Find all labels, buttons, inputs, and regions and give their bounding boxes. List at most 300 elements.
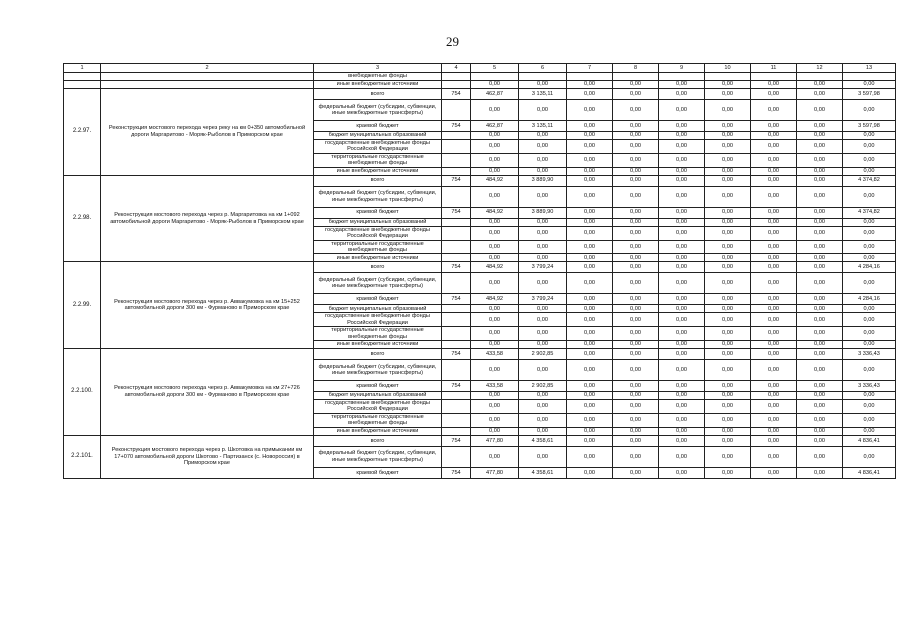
value-cell: 0,00 [471,341,519,349]
value-cell: 0,00 [613,207,659,218]
value-cell [751,73,797,81]
value-cell: 0,00 [567,100,613,121]
header-cell: 12 [797,64,843,73]
value-cell: 0,00 [613,81,659,89]
funding-source-cell: краевой бюджет [314,294,442,305]
value-cell: 0,00 [751,240,797,254]
value-cell: 0,00 [705,207,751,218]
value-cell: 0,00 [471,153,519,167]
value-cell: 0,00 [613,294,659,305]
value-cell: 0,00 [613,349,659,360]
value-cell: 0,00 [705,349,751,360]
value-cell: 0,00 [567,262,613,273]
value-cell: 0,00 [797,132,843,140]
value-cell: 0,00 [751,207,797,218]
value-cell: 0,00 [613,446,659,467]
value-cell: 0,00 [471,427,519,435]
code-cell: 754 [442,207,471,218]
value-cell: 0,00 [751,294,797,305]
value-cell: 0,00 [567,81,613,89]
value-cell: 0,00 [705,186,751,207]
value-cell [471,73,519,81]
value-cell: 0,00 [613,413,659,427]
value-cell: 0,00 [567,341,613,349]
value-cell: 4 836,41 [843,467,896,478]
value-cell: 0,00 [567,226,613,240]
value-cell: 0,00 [659,392,705,400]
value-cell: 0,00 [843,140,896,154]
value-cell: 0,00 [705,240,751,254]
funding-source-cell: иные внебюджетные источники [314,81,442,89]
code-cell: 754 [442,435,471,446]
value-cell: 0,00 [659,89,705,100]
value-cell: 0,00 [751,427,797,435]
value-cell: 0,00 [659,207,705,218]
value-cell: 0,00 [751,313,797,327]
value-cell: 3 135,11 [519,89,567,100]
value-cell: 0,00 [751,121,797,132]
value-cell: 0,00 [659,132,705,140]
value-cell: 4 284,16 [843,294,896,305]
table-row [64,175,896,186]
value-cell: 0,00 [567,349,613,360]
value-cell: 0,00 [751,262,797,273]
value-cell: 0,00 [659,167,705,175]
value-cell: 0,00 [705,132,751,140]
value-cell: 0,00 [519,305,567,313]
value-cell: 0,00 [797,121,843,132]
value-cell: 462,87 [471,121,519,132]
value-cell: 0,00 [797,153,843,167]
value-cell: 0,00 [567,140,613,154]
table-row [64,81,896,89]
value-cell: 0,00 [797,140,843,154]
value-cell: 0,00 [567,381,613,392]
value-cell: 0,00 [659,81,705,89]
value-cell: 0,00 [613,262,659,273]
value-cell: 4 374,82 [843,175,896,186]
value-cell: 0,00 [519,226,567,240]
value-cell: 3 336,43 [843,349,896,360]
funding-source-cell: бюджет муниципальных образований [314,218,442,226]
value-cell: 0,00 [567,360,613,381]
funding-source-cell: всего [314,262,442,273]
value-cell: 0,00 [471,218,519,226]
code-cell: 754 [442,381,471,392]
value-cell: 0,00 [471,240,519,254]
value-cell: 0,00 [567,132,613,140]
row-number-cell: 2.2.97. [64,89,101,176]
value-cell: 0,00 [659,435,705,446]
value-cell: 0,00 [519,392,567,400]
code-cell [442,132,471,140]
value-cell: 0,00 [797,427,843,435]
value-cell: 0,00 [659,240,705,254]
value-cell: 0,00 [659,305,705,313]
value-cell: 0,00 [613,167,659,175]
header-cell: 9 [659,64,705,73]
value-cell: 0,00 [519,186,567,207]
value-cell: 0,00 [567,392,613,400]
value-cell: 0,00 [471,413,519,427]
value-cell: 0,00 [705,218,751,226]
value-cell: 0,00 [567,400,613,414]
value-cell: 0,00 [797,100,843,121]
value-cell: 0,00 [519,167,567,175]
value-cell: 0,00 [797,167,843,175]
project-name-cell [101,73,314,81]
funding-source-cell: краевой бюджет [314,121,442,132]
code-cell [442,327,471,341]
value-cell: 0,00 [471,360,519,381]
value-cell [797,73,843,81]
value-cell: 0,00 [471,132,519,140]
value-cell: 0,00 [843,305,896,313]
value-cell: 0,00 [567,435,613,446]
value-cell: 0,00 [797,400,843,414]
value-cell: 0,00 [567,294,613,305]
value-cell: 0,00 [705,226,751,240]
funding-source-cell: всего [314,349,442,360]
value-cell: 0,00 [613,100,659,121]
value-cell: 0,00 [471,313,519,327]
value-cell: 0,00 [797,254,843,262]
value-cell: 0,00 [613,392,659,400]
code-cell: 754 [442,89,471,100]
value-cell: 0,00 [659,294,705,305]
funding-source-cell: всего [314,89,442,100]
value-cell: 0,00 [751,89,797,100]
value-cell: 0,00 [797,240,843,254]
value-cell: 0,00 [519,240,567,254]
funding-source-cell: территориальные государственные внебюджетные фонды [314,413,442,427]
value-cell: 0,00 [843,392,896,400]
value-cell: 0,00 [705,262,751,273]
value-cell: 0,00 [705,467,751,478]
value-cell: 484,92 [471,207,519,218]
value-cell: 0,00 [843,327,896,341]
code-cell [442,226,471,240]
value-cell: 0,00 [705,153,751,167]
value-cell: 0,00 [751,218,797,226]
value-cell: 0,00 [751,305,797,313]
value-cell: 3 799,24 [519,262,567,273]
value-cell: 0,00 [797,226,843,240]
value-cell: 0,00 [797,360,843,381]
value-cell: 0,00 [471,392,519,400]
header-cell: 3 [314,64,442,73]
value-cell [843,73,896,81]
value-cell: 0,00 [659,349,705,360]
value-cell: 0,00 [567,413,613,427]
code-cell [442,273,471,294]
value-cell: 0,00 [843,341,896,349]
value-cell: 0,00 [567,167,613,175]
value-cell: 2 902,85 [519,349,567,360]
value-cell: 0,00 [797,207,843,218]
value-cell: 0,00 [797,313,843,327]
value-cell: 3 889,90 [519,207,567,218]
row-number-cell [64,73,101,81]
table-row [64,435,896,446]
value-cell: 0,00 [797,327,843,341]
value-cell: 0,00 [519,313,567,327]
value-cell: 0,00 [519,446,567,467]
value-cell: 0,00 [751,392,797,400]
funding-source-cell: всего [314,175,442,186]
value-cell: 0,00 [659,226,705,240]
value-cell: 0,00 [659,413,705,427]
value-cell: 462,87 [471,89,519,100]
value-cell: 0,00 [519,413,567,427]
row-number-cell: 2.2.101. [64,435,101,478]
value-cell: 0,00 [613,132,659,140]
value-cell: 0,00 [751,175,797,186]
value-cell: 0,00 [471,446,519,467]
funding-source-cell: государственные внебюджетные фонды Российской Федерации [314,226,442,240]
code-cell [442,140,471,154]
value-cell [705,73,751,81]
code-cell [442,313,471,327]
value-cell: 0,00 [519,153,567,167]
value-cell: 0,00 [751,186,797,207]
value-cell: 0,00 [705,435,751,446]
header-cell: 13 [843,64,896,73]
value-cell: 0,00 [519,327,567,341]
value-cell: 0,00 [751,167,797,175]
funding-source-cell: федеральный бюджет (субсидии, субвенции, иные межбюджетные трансферты) [314,360,442,381]
code-cell [442,240,471,254]
value-cell: 0,00 [843,132,896,140]
value-cell: 433,58 [471,381,519,392]
value-cell: 0,00 [613,186,659,207]
row-number-cell: 2.2.100. [64,349,101,436]
row-number-cell: 2.2.99. [64,262,101,349]
value-cell: 0,00 [705,140,751,154]
value-cell: 4 836,41 [843,435,896,446]
value-cell: 0,00 [751,140,797,154]
value-cell [659,73,705,81]
value-cell: 0,00 [797,305,843,313]
value-cell: 0,00 [843,218,896,226]
value-cell: 0,00 [843,413,896,427]
code-cell [442,413,471,427]
code-cell [442,100,471,121]
funding-source-cell: государственные внебюджетные фонды Российской Федерации [314,313,442,327]
value-cell: 0,00 [843,226,896,240]
value-cell: 0,00 [613,240,659,254]
value-cell: 0,00 [471,305,519,313]
table-row [64,349,896,360]
header-cell: 7 [567,64,613,73]
value-cell: 0,00 [843,313,896,327]
funding-source-cell: государственные внебюджетные фонды Российской Федерации [314,400,442,414]
value-cell: 4 374,82 [843,207,896,218]
value-cell: 0,00 [519,218,567,226]
code-cell: 754 [442,467,471,478]
value-cell: 0,00 [659,218,705,226]
funding-source-cell: государственные внебюджетные фонды Российской Федерации [314,140,442,154]
value-cell: 0,00 [567,427,613,435]
value-cell: 0,00 [797,89,843,100]
project-name-cell: Реконструкция мостового перехода через р. Шкотовка на примыкании км 17+070 автомобильной дороги Шкотово - Партизанск (с. Новороссия) в Приморском крае [101,435,314,478]
value-cell: 0,00 [751,132,797,140]
value-cell: 0,00 [659,341,705,349]
value-cell: 0,00 [613,305,659,313]
value-cell: 0,00 [751,400,797,414]
value-cell: 0,00 [659,327,705,341]
value-cell: 0,00 [705,341,751,349]
code-cell [442,427,471,435]
funding-source-cell: территориальные государственные внебюджетные фонды [314,240,442,254]
funding-source-cell: краевой бюджет [314,381,442,392]
value-cell: 0,00 [659,400,705,414]
code-cell [442,446,471,467]
value-cell: 0,00 [843,360,896,381]
value-cell: 0,00 [751,413,797,427]
value-cell: 0,00 [659,360,705,381]
value-cell: 0,00 [705,89,751,100]
funding-source-cell: территориальные государственные внебюджетные фонды [314,327,442,341]
value-cell: 433,58 [471,349,519,360]
value-cell: 0,00 [705,327,751,341]
value-cell: 3 135,11 [519,121,567,132]
value-cell: 0,00 [567,153,613,167]
value-cell: 0,00 [659,381,705,392]
value-cell: 0,00 [797,435,843,446]
code-cell [442,186,471,207]
value-cell: 0,00 [751,100,797,121]
value-cell: 0,00 [471,100,519,121]
value-cell: 4 358,61 [519,467,567,478]
value-cell: 0,00 [659,427,705,435]
value-cell: 0,00 [613,273,659,294]
value-cell: 0,00 [613,89,659,100]
table-row [64,73,896,81]
value-cell: 0,00 [613,341,659,349]
value-cell: 0,00 [705,100,751,121]
value-cell: 0,00 [613,381,659,392]
header-cell: 6 [519,64,567,73]
value-cell: 0,00 [705,273,751,294]
value-cell: 0,00 [797,381,843,392]
budget-table [63,63,896,479]
funding-source-cell: территориальные государственные внебюджетные фонды [314,153,442,167]
value-cell: 0,00 [797,349,843,360]
value-cell: 0,00 [567,186,613,207]
value-cell: 0,00 [471,226,519,240]
funding-source-cell: иные внебюджетные источники [314,427,442,435]
code-cell: 754 [442,262,471,273]
value-cell: 0,00 [843,240,896,254]
value-cell: 0,00 [705,305,751,313]
value-cell: 0,00 [519,140,567,154]
value-cell: 0,00 [659,140,705,154]
value-cell: 0,00 [471,81,519,89]
row-number-cell [64,81,101,89]
value-cell: 0,00 [797,175,843,186]
code-cell [442,254,471,262]
table-row [64,89,896,100]
funding-source-cell: федеральный бюджет (субсидии, субвенции, иные межбюджетные трансферты) [314,100,442,121]
value-cell: 0,00 [843,400,896,414]
value-cell: 0,00 [843,100,896,121]
value-cell: 0,00 [567,273,613,294]
value-cell: 0,00 [613,140,659,154]
value-cell: 0,00 [843,254,896,262]
value-cell: 0,00 [659,186,705,207]
funding-source-cell: федеральный бюджет (субсидии, субвенции, иные межбюджетные трансферты) [314,446,442,467]
page-number: 29 [446,34,459,49]
value-cell: 0,00 [471,254,519,262]
value-cell: 0,00 [705,313,751,327]
value-cell: 3 336,43 [843,381,896,392]
project-name-cell: Реконструкция мостового перехода через р. Аввакумовка на км 15+252 автомобильной дороги 300 км - Фурманово в Приморском крае [101,262,314,349]
value-cell: 0,00 [659,273,705,294]
value-cell: 0,00 [567,121,613,132]
value-cell: 0,00 [843,167,896,175]
code-cell: 754 [442,349,471,360]
value-cell: 0,00 [659,121,705,132]
value-cell: 0,00 [751,153,797,167]
table-row [64,262,896,273]
value-cell: 0,00 [751,435,797,446]
value-cell: 0,00 [519,132,567,140]
value-cell: 0,00 [659,153,705,167]
value-cell: 0,00 [613,313,659,327]
value-cell: 0,00 [613,121,659,132]
value-cell: 0,00 [705,400,751,414]
value-cell: 0,00 [705,381,751,392]
value-cell: 0,00 [751,381,797,392]
value-cell: 484,92 [471,262,519,273]
value-cell: 0,00 [567,207,613,218]
value-cell: 0,00 [567,313,613,327]
header-cell: 5 [471,64,519,73]
code-cell [442,341,471,349]
funding-source-cell: краевой бюджет [314,207,442,218]
value-cell: 0,00 [613,226,659,240]
value-cell: 484,92 [471,294,519,305]
header-row [64,64,896,73]
funding-source-cell: всего [314,435,442,446]
value-cell: 3 597,98 [843,89,896,100]
value-cell: 0,00 [843,81,896,89]
value-cell: 0,00 [613,467,659,478]
header-cell: 1 [64,64,101,73]
value-cell: 0,00 [751,226,797,240]
value-cell: 0,00 [751,360,797,381]
value-cell: 0,00 [567,254,613,262]
funding-source-cell: иные внебюджетные источники [314,167,442,175]
value-cell: 0,00 [797,413,843,427]
value-cell: 0,00 [471,140,519,154]
value-cell: 0,00 [797,446,843,467]
value-cell: 0,00 [567,327,613,341]
value-cell: 0,00 [705,81,751,89]
value-cell: 0,00 [751,341,797,349]
value-cell: 0,00 [471,186,519,207]
value-cell: 0,00 [659,262,705,273]
code-cell [442,218,471,226]
value-cell: 0,00 [751,446,797,467]
value-cell [613,73,659,81]
code-cell [442,153,471,167]
value-cell: 0,00 [751,81,797,89]
value-cell: 0,00 [659,175,705,186]
value-cell: 0,00 [797,262,843,273]
value-cell: 0,00 [751,349,797,360]
